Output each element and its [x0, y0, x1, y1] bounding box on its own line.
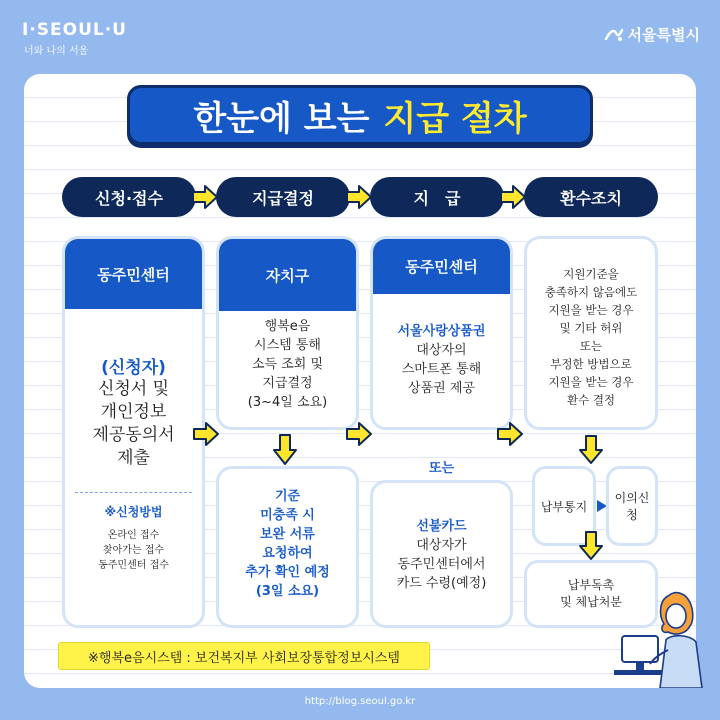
page-title: [127, 85, 593, 145]
final-box: 납부독촉 및 체납처분: [524, 560, 658, 628]
objection-box: 이의신청: [606, 466, 658, 546]
arrow-down-icon: [578, 434, 604, 466]
card-apply-header: 동주민센터: [65, 239, 202, 309]
step-decision: 지급결정: [216, 177, 350, 217]
card-apply: [62, 236, 205, 628]
city-name: 서울특별시: [627, 26, 700, 44]
brand-subtitle: 너와 나의 서울: [24, 46, 89, 57]
arrow-right-icon: [192, 420, 220, 448]
card-supplement: [216, 466, 359, 628]
card-decision-header: 자치구: [219, 239, 356, 311]
arrow-right-icon: [496, 420, 524, 448]
step-payment: 지 급: [370, 177, 504, 217]
brand-title: I·SEOUL·U: [22, 20, 127, 40]
arrow-right-icon: [191, 183, 219, 211]
arrow-down-icon: [578, 530, 604, 562]
recovery-body: 지원기준을 충족하지 않음에도 지원을 받는 경우 및 기타 허위 또는 부정한 방법으로 지원을 받는 경우 환수 결정: [544, 267, 638, 407]
blog-url[interactable]: http://blog.seoul.go.kr: [304, 696, 416, 707]
seoul-swirl-icon: [604, 27, 624, 43]
step-recovery: 환수조치: [524, 177, 658, 217]
arrow-right-icon: [345, 183, 373, 211]
card-recovery: [524, 236, 658, 430]
brand-logo: [22, 20, 127, 57]
title-part2: 지급 절차: [383, 98, 527, 139]
supplement-body: 기준 미충족 시 보완 서류 요청하여 추가 확인 예정 (3일 소요): [245, 489, 330, 599]
voucher-label: 서울사랑상품권: [397, 324, 486, 339]
step-apply: 신청·접수: [62, 177, 196, 217]
person-at-computer-illustration: [600, 578, 710, 688]
method-title: ※신청방법: [104, 505, 163, 519]
arrow-right-icon: [345, 420, 373, 448]
voucher-body: 대상자의 스마트폰 통해 상품권 제공: [401, 343, 482, 396]
decision-body: 행복e음 시스템 통해 소득 조회 및 지급결정 (3~4일 소요): [247, 319, 328, 410]
method-list: 온라인 접수 찾아가는 접수 동주민센터 접수: [98, 530, 169, 571]
footnote: ※행복e음시스템 : 보건복지부 사회보장통합정보시스템: [58, 642, 430, 670]
card-prepaid: [370, 480, 513, 628]
prepaid-label: 선불카드: [416, 519, 467, 534]
apply-body: 신청서 및 개인정보 제공동의서 제출: [92, 379, 175, 468]
card-payment-header: 동주민센터: [373, 239, 510, 294]
or-label: 또는: [428, 461, 455, 476]
notice-box: 납부통지: [532, 466, 596, 546]
prepaid-body: 대상자가 동주민센터에서 카드 수령(예정): [396, 538, 487, 591]
arrow-down-icon: [272, 433, 298, 467]
title-part1: 한눈에 보는: [193, 98, 370, 139]
applicant-label: (신청자): [101, 358, 166, 378]
city-logo: [604, 24, 700, 45]
card-payment: [370, 236, 513, 430]
arrow-right-icon: [499, 183, 527, 211]
card-decision: [216, 236, 359, 430]
